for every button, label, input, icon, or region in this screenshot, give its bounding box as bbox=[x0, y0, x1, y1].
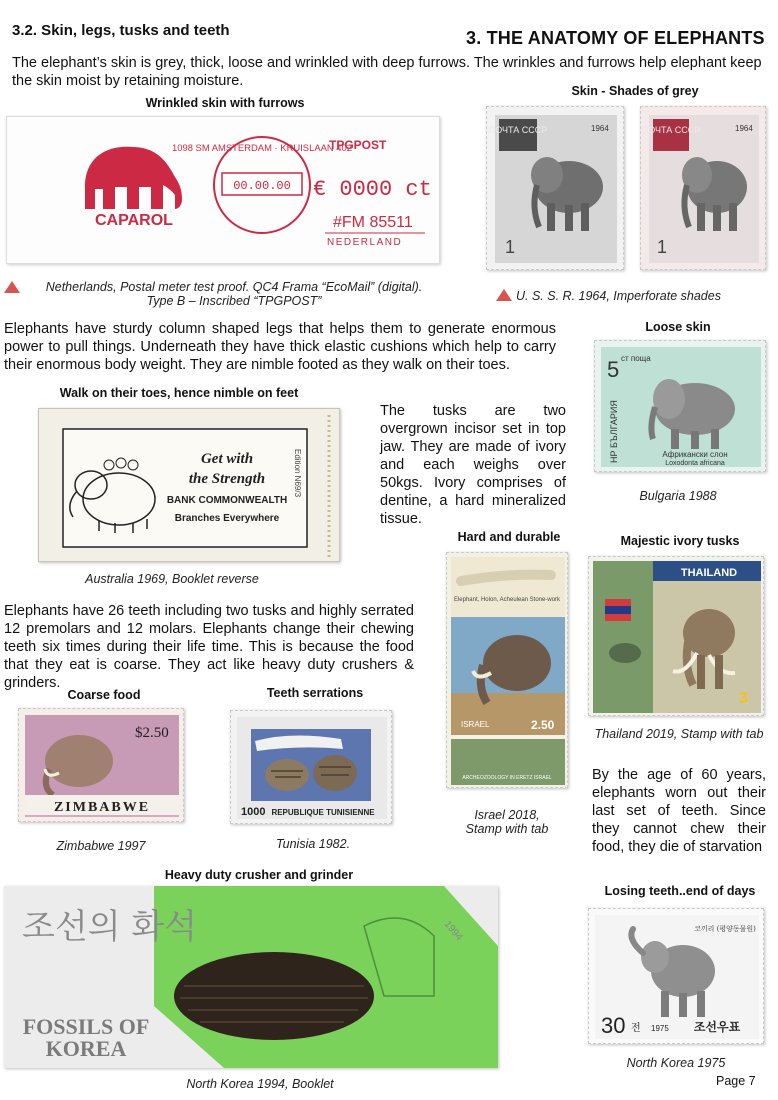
meter-post: TPGPOST bbox=[329, 138, 387, 152]
chapter-title: 3. THE ANATOMY OF ELEPHANTS bbox=[466, 28, 765, 48]
bulgaria-stamp bbox=[594, 340, 766, 472]
meter-country: NEDERLAND bbox=[327, 237, 403, 248]
intro-paragraph: The elephant’s skin is grey, thick, loose and wrinkled with deep furrows. The wrinkles and furrows help elephant keep the skin moist by retaining moisture. bbox=[12, 55, 762, 89]
booklet-heading: Walk on their toes, hence nimble on feet bbox=[59, 386, 299, 400]
meter-cover bbox=[6, 116, 440, 264]
tusks-paragraph: The tusks are two overgrown incisor set in top jaw. They are made of ivory and each weighs over 50kgs. Ivory comprises of dentine, a hard mineralized tissue. bbox=[380, 403, 566, 527]
ussr-heading: Skin - Shades of grey bbox=[571, 84, 699, 98]
ussr-stamp-light bbox=[640, 106, 766, 270]
australia-booklet bbox=[38, 408, 340, 562]
page-number: Page 7 bbox=[716, 1074, 756, 1088]
svg-text:1964: 1964 bbox=[591, 124, 609, 133]
svg-text:Elephant, Holon, Acheulean Sto: Elephant, Holon, Acheulean Stone-work bbox=[453, 597, 561, 603]
svg-text:ARCHEOZOOLOGY IN ERETZ ISRAEL: ARCHEOZOOLOGY IN ERETZ ISRAEL bbox=[462, 775, 552, 781]
israel-heading: Hard and durable bbox=[457, 530, 561, 544]
svg-text:1: 1 bbox=[657, 237, 668, 257]
svg-text:ПОЧТА СССР: ПОЧТА СССР bbox=[488, 125, 548, 135]
nkorea1994-booklet bbox=[4, 886, 498, 1068]
svg-text:the Strength: the Strength bbox=[188, 471, 266, 487]
svg-text:5: 5 bbox=[607, 357, 620, 382]
svg-text:ПОЧТА СССР: ПОЧТА СССР bbox=[641, 125, 701, 135]
tunisia-caption: Tunisia 1982. bbox=[275, 837, 351, 851]
caption-triangle-icon bbox=[4, 280, 20, 298]
svg-text:BANK COMMONWEALTH: BANK COMMONWEALTH bbox=[166, 495, 288, 506]
starvation-paragraph: By the age of 60 years, elephants worn out their last set of teeth. Since they cannot chew their food, they die of starvation bbox=[592, 767, 766, 855]
svg-text:Edition N69/3: Edition N69/3 bbox=[293, 449, 302, 498]
svg-text:2.50: 2.50 bbox=[531, 718, 555, 732]
bulgaria-heading: Loose skin bbox=[645, 320, 711, 334]
svg-text:Branches Everywhere: Branches Everywhere bbox=[174, 513, 280, 524]
meter-date: 00.00.00 bbox=[233, 179, 291, 193]
tunisia-stamp bbox=[230, 710, 392, 824]
meter-caption-line2: Type B – Inscribed “TPGPOST” bbox=[146, 294, 322, 308]
nkorea1975-stamp bbox=[588, 908, 764, 1044]
svg-text:1964: 1964 bbox=[735, 124, 753, 133]
svg-text:ZIMBABWE: ZIMBABWE bbox=[53, 800, 151, 815]
tunisia-heading: Teeth serrations bbox=[266, 686, 364, 700]
nkorea1994-caption: North Korea 1994, Booklet bbox=[186, 1077, 334, 1091]
australia-caption: Australia 1969, Booklet reverse bbox=[85, 572, 259, 586]
nkorea1975-caption: North Korea 1975 bbox=[626, 1056, 726, 1070]
bulgaria-caption: Bulgaria 1988 bbox=[639, 489, 717, 503]
israel-stamp bbox=[446, 552, 568, 788]
zimbabwe-heading: Coarse food bbox=[67, 688, 141, 702]
legs-paragraph: Elephants have sturdy column shaped legs that helps them to generate enormous power to pull things. Underneath they have thick elastic cushions which help to carry their enormous body weight. They are nimble footed as they walk on their toes. bbox=[4, 321, 556, 373]
svg-text:30: 30 bbox=[601, 1013, 626, 1038]
meter-impression bbox=[7, 117, 441, 265]
svg-text:НР БЪЛГАРИЯ: НР БЪЛГАРИЯ bbox=[609, 400, 619, 463]
thailand-stamp bbox=[588, 556, 764, 716]
thailand-caption: Thailand 2019, Stamp with tab bbox=[594, 727, 764, 741]
meter-amount: € 0000 ct bbox=[313, 177, 432, 202]
svg-text:THAILAND: THAILAND bbox=[680, 567, 738, 579]
zimbabwe-stamp bbox=[18, 708, 184, 822]
svg-text:REPUBLIQUE TUNISIENNE: REPUBLIQUE TUNISIENNE bbox=[271, 808, 375, 817]
meter-caption-line1: Netherlands, Postal meter test proof. QC4 Frama “EcoMail” (digital). bbox=[45, 280, 423, 294]
zimbabwe-caption: Zimbabwe 1997 bbox=[56, 839, 146, 853]
meter-circle-text: 1098 SM AMSTERDAM · KRUISLAAN 402 bbox=[172, 143, 352, 153]
caption-triangle-icon bbox=[496, 288, 512, 306]
svg-text:Африкански слон: Африкански слон bbox=[662, 450, 728, 459]
nkorea1994-heading: Heavy duty crusher and grinder bbox=[164, 868, 354, 882]
svg-text:Loxodonta africana: Loxodonta africana bbox=[665, 460, 725, 467]
israel-caption-line2: Stamp with tab bbox=[465, 822, 549, 836]
svg-text:1: 1 bbox=[505, 237, 516, 257]
meter-brand: CAPAROL bbox=[95, 212, 173, 229]
thailand-heading: Majestic ivory tusks bbox=[620, 534, 740, 548]
svg-text:1994: 1994 bbox=[441, 918, 465, 943]
svg-text:ст пощa: ст пощa bbox=[621, 354, 651, 363]
svg-text:3: 3 bbox=[739, 690, 748, 707]
svg-text:코끼리 (평양동물원): 코끼리 (평양동물원) bbox=[694, 925, 756, 933]
teeth-paragraph: Elephants have 26 teeth including two tusks and highly serrated 12 premolars and 12 molars. Elephants change their chewing teeth six times during their life time. This is because the food that they eat is coarse. They act like heavy duty crushers & grinders. bbox=[4, 603, 414, 691]
meter-heading: Wrinkled skin with furrows bbox=[145, 96, 305, 110]
meter-code: #FM 85511 bbox=[333, 214, 413, 231]
section-heading: 3.2. Skin, legs, tusks and teeth bbox=[12, 22, 230, 39]
nkorea1975-heading: Losing teeth..end of days bbox=[604, 884, 756, 898]
svg-text:ISRAEL: ISRAEL bbox=[461, 720, 490, 729]
svg-text:1975: 1975 bbox=[651, 1024, 669, 1033]
svg-text:FOSSILS OF: FOSSILS OF bbox=[22, 1014, 150, 1039]
svg-text:KOREA: KOREA bbox=[45, 1036, 127, 1061]
svg-text:$2.50: $2.50 bbox=[135, 725, 169, 741]
israel-caption-line1: Israel 2018, bbox=[474, 808, 540, 822]
svg-text:전: 전 bbox=[631, 1023, 641, 1034]
svg-text:조선의 화석: 조선의 화석 bbox=[22, 907, 198, 947]
ussr-caption: U. S. S. R. 1964, Imperforate shades bbox=[516, 289, 721, 303]
svg-text:Get with: Get with bbox=[200, 451, 254, 467]
svg-text:1000: 1000 bbox=[241, 806, 266, 818]
svg-text:조선우표: 조선우표 bbox=[693, 1020, 741, 1034]
ussr-stamp-dark bbox=[486, 106, 624, 270]
